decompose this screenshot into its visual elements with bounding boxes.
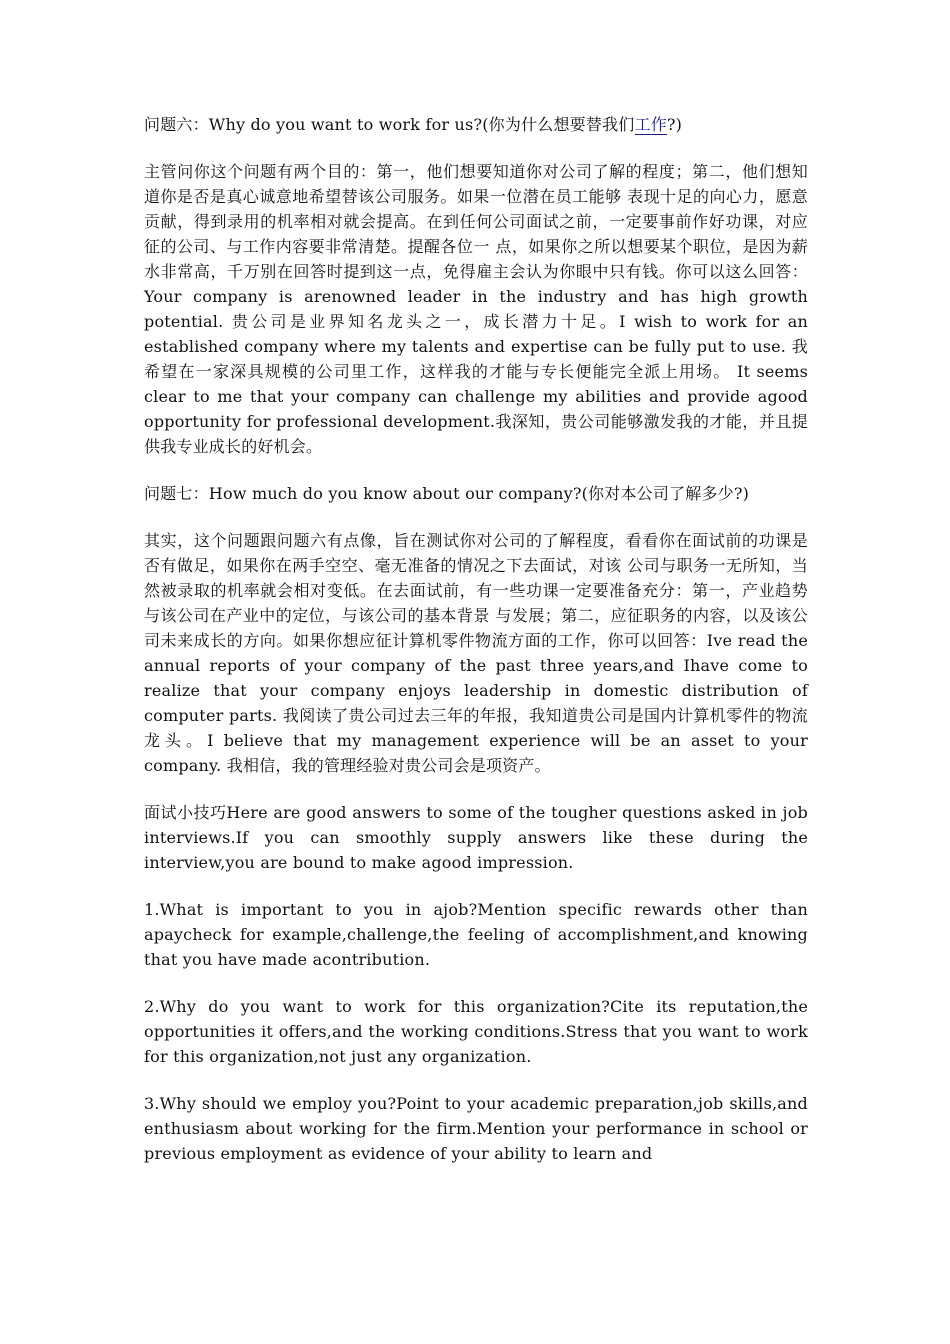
work-link[interactable]: 工作 <box>634 115 667 134</box>
question-six-text: 问题六：Why do you want to work for us?(你为什么想要替我们 <box>144 115 635 134</box>
question-seven-heading: 问题七：How much do you know about our company?(你对本公司了解多少?) <box>144 484 750 503</box>
tip-item-2: 2.Why do you want to work for this organization?Cite its reputation,the opportunities it offers,and the working conditions.Stress that you want to work for this organization,not just any organization. <box>144 997 808 1066</box>
answer-seven-paragraph: 其实，这个问题跟问题六有点像，旨在测试你对公司的了解程度，看看你在面试前的功课是否有做足，如果你在两手空空、毫无准备的情况之下去面试，对该 公司与职务一无所知，当然被录取的机率就会相对变低。在去面试前，有一些功课一定要准备充分：第一，产业趋势与该公司在产业中的定位，与该公司的基本背景 与发展；第二，应征职务的内容，以及该公司未来成长的方向。如果你想应征计算机零件物流方面的工作，你可以回答：Ive read the annual reports of your company of the past three years,and Ihave come to realize that your company enjoys leadership in domestic distribution of computer parts. 我阅读了贵公司过去三年的年报，我知道贵公司是国内计算机零件的物流龙头。I believe that my management experience will be an asset to your company. 我相信，我的管理经验对贵公司会是项资产。 <box>144 531 808 775</box>
question-six-heading <box>144 112 808 137</box>
question-six-suffix: ?) <box>666 115 683 134</box>
answer-six-paragraph: 主管问你这个问题有两个目的：第一，他们想要知道你对公司了解的程度；第二，他们想知道你是否是真心诚意地希望替该公司服务。如果一位潜在员工能够 表现十足的向心力，愿意贡献，得到录用的机率相对就会提高。在到任何公司面试之前，一定要事前作好功课，对应征的公司、与工作内容要非常清楚。提醒各位一 点，如果你之所以想要某个职位，是因为薪水非常高，千万别在回答时提到这一点，免得雇主会认为你眼中只有钱。你可以这么回答： Your company is arenowned leader in the industry and has high growth potential. 贵公司是业界知名龙头之一，成长潜力十足。I wish to work for an established company where my talents and expertise can be fully put to use. 我希望在一家深具规模的公司里工作，这样我的才能与专长便能完全派上用场。 It seems clear to me that your company can challenge my abilities and provide agood opportunity for professional development.我深知，贵公司能够激发我的才能，并且提供我专业成长的好机会。 <box>144 162 808 456</box>
interview-tips-paragraph: 面试小技巧Here are good answers to some of the tougher questions asked in job interviews.If you can smoothly supply answers like these during the interview,you are bound to make agood impression. <box>144 803 808 872</box>
tip-item-1: 1.What is important to you in ajob?Mention specific rewards other than apaycheck for example,challenge,the feeling of accomplishment,and knowing that you have made acontribution. <box>144 900 808 969</box>
tip-item-3: 3.Why should we employ you?Point to your academic preparation,job skills,and enthusiasm about working for the firm.Mention your performance in school or previous employment as evidence of your ability to learn and <box>144 1094 808 1163</box>
